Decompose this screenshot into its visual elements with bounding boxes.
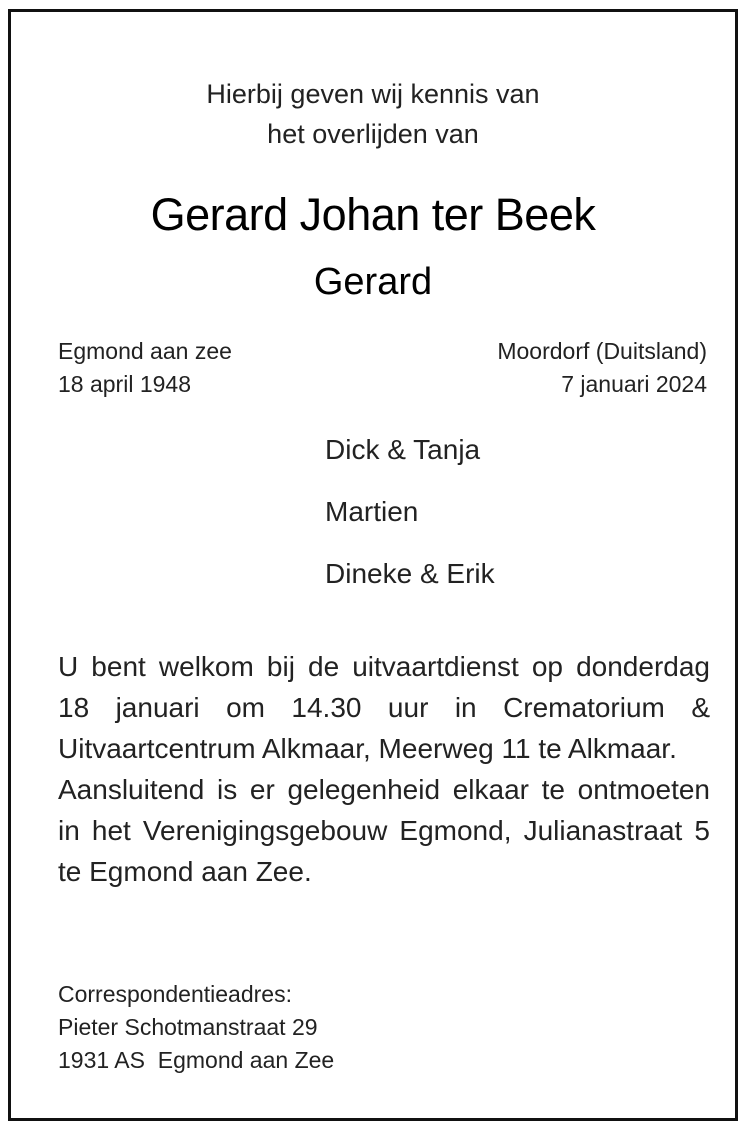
family-list: [325, 430, 495, 616]
birth-place: Egmond aan zee: [58, 338, 232, 364]
correspondence-street: Pieter Schotmanstraat 29: [58, 1014, 318, 1040]
death-place: Moordorf (Duitsland): [497, 338, 707, 364]
deceased-full-name: Gerard Johan ter Beek: [150, 189, 596, 240]
birth-info: [58, 335, 232, 401]
family-member: Dick & Tanja: [325, 434, 481, 465]
service-paragraph: U bent welkom bij de uitvaartdienst op donderdag 18 januari om 14.30 uur in Crematorium & Uitvaartcentrum Alkmaar, Meerweg 11 te Alkmaar.: [58, 651, 710, 764]
birth-date: 18 april 1948: [58, 371, 191, 397]
deceased-nickname: Gerard: [313, 261, 433, 303]
family-member: Dineke & Erik: [325, 558, 495, 589]
reception-paragraph: Aansluitend is er gelegenheid elkaar te ontmoeten in het Verenigingsgebouw Egmond, Julianastraat 5 te Egmond aan Zee.: [58, 774, 710, 887]
intro-line-1: Hierbij geven wij kennis van: [206, 79, 540, 109]
family-member: Martien: [325, 496, 419, 527]
service-details: [58, 646, 710, 892]
death-date: 7 januari 2024: [561, 371, 707, 397]
death-info: [497, 335, 707, 401]
correspondence-city: 1931 AS Egmond aan Zee: [58, 1047, 335, 1073]
correspondence-label: Correspondentieadres:: [58, 981, 292, 1007]
obituary-card: [8, 9, 738, 1121]
correspondence-address: [58, 978, 334, 1077]
announcement-intro: [11, 74, 735, 154]
intro-line-2: het overlijden van: [267, 119, 479, 149]
